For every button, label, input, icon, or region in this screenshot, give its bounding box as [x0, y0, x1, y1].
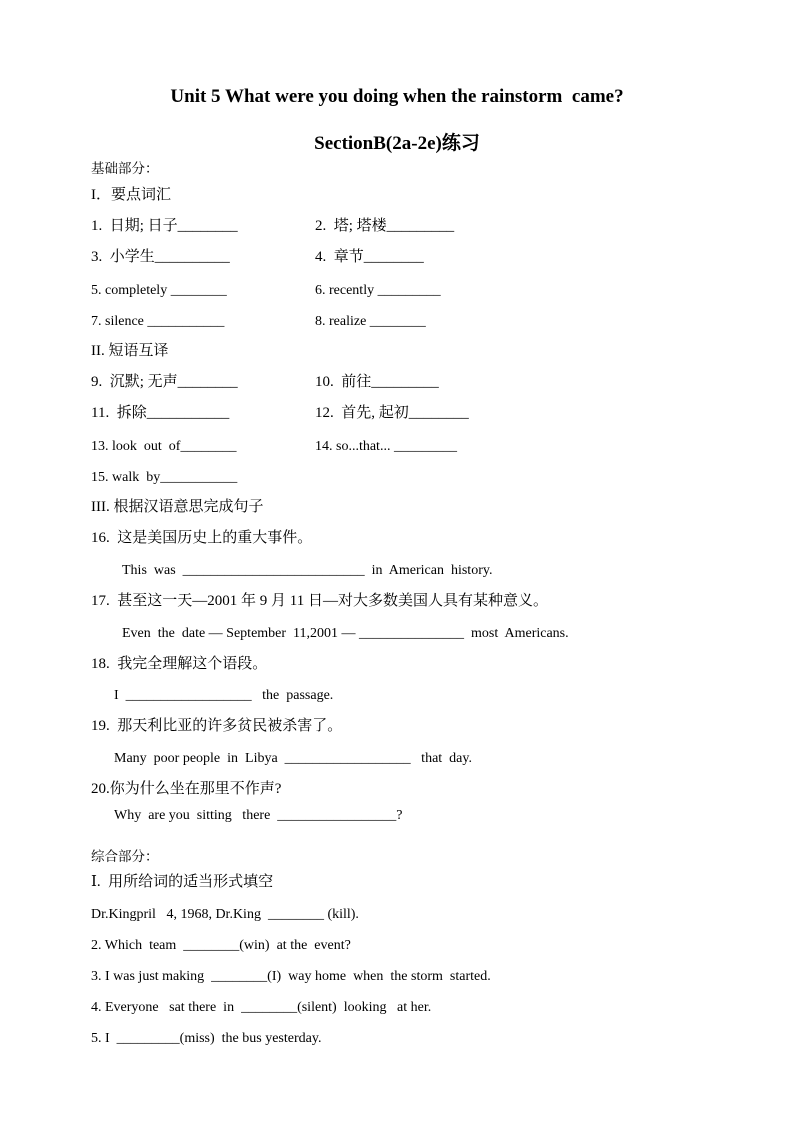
question-item: 7. silence ___________ [91, 314, 225, 329]
question-item: 2. Which team ________(win) at the event? [91, 938, 351, 953]
sentence-english: Why are you sitting there _________________? [114, 808, 403, 823]
part-heading-sentences: III. 根据汉语意思完成句子 [91, 499, 264, 515]
part-heading-fill-in: Ⅰ. 用所给词的适当形式填空 [91, 874, 274, 890]
sentence-english: Many poor people in Libya __________________ that day. [114, 751, 472, 766]
page-subtitle: SectionB(2a-2e)练习 [314, 133, 480, 154]
question-item: 4. Everyone sat there in ________(silent) looking at her. [91, 1000, 432, 1015]
question-item: 4. 章节________ [315, 249, 424, 265]
question-item: 5. I _________(miss) the bus yesterday. [91, 1031, 322, 1046]
question-item: 3. I was just making ________(I) way home when the storm started. [91, 969, 491, 984]
question-item: 10. 前往_________ [315, 374, 439, 390]
question-item: 12. 首先, 起初________ [315, 405, 469, 421]
sentence-chinese: 16. 这是美国历史上的重大事件。 [91, 530, 313, 546]
question-item: 14. so...that... _________ [315, 439, 457, 454]
part-heading-phrases: II. 短语互译 [91, 343, 169, 359]
question-item: Dr.Kingpril 4, 1968, Dr.King ________ (kill). [91, 907, 359, 922]
part-heading-vocabulary: I．要点词汇 [91, 187, 171, 203]
sentence-chinese: 19. 那天利比亚的许多贫民被杀害了。 [91, 718, 343, 734]
sentence-chinese: 17. 甚至这一天—2001 年 9 月 11 日—对大多数美国人具有某种意义。 [91, 593, 548, 609]
sentence-english: This was __________________________ in American history. [122, 563, 493, 578]
page-title: Unit 5 What were you doing when the rainstorm came? [170, 86, 624, 107]
section-heading-comprehensive: 综合部分： [91, 849, 159, 864]
question-item: 6. recently _________ [315, 283, 441, 298]
question-item: 3. 小学生__________ [91, 249, 230, 265]
question-item: 11. 拆除___________ [91, 405, 230, 421]
question-item: 1. 日期; 日子________ [91, 218, 238, 234]
question-item: 2. 塔; 塔楼_________ [315, 218, 455, 234]
sentence-english: Even the date — September 11,2001 — _______________ most Americans. [122, 626, 569, 641]
question-item: 8. realize ________ [315, 314, 426, 329]
section-heading-basic: 基础部分： [91, 161, 159, 176]
question-item: 15. walk by___________ [91, 470, 238, 485]
sentence-english: I __________________ the passage. [114, 688, 334, 703]
question-item: 9. 沉默; 无声________ [91, 374, 238, 390]
sentence-chinese: 18. 我完全理解这个语段。 [91, 656, 268, 672]
question-item: 13. look out of________ [91, 439, 237, 454]
sentence-chinese: 20.你为什么坐在那里不作声? [91, 781, 282, 797]
question-item: 5. completely ________ [91, 283, 227, 298]
